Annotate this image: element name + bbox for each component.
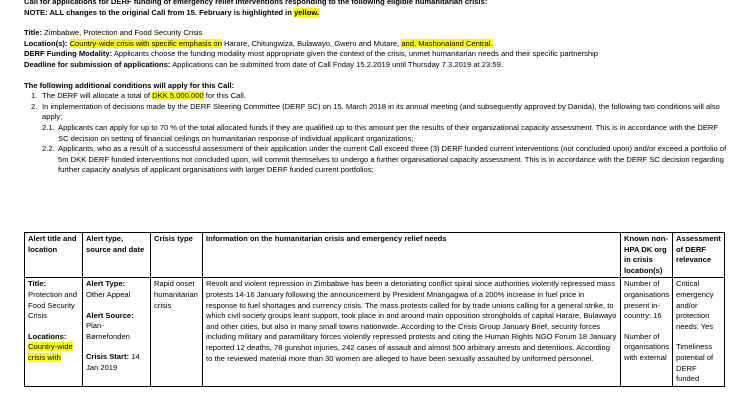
condition-subitem-2-2: 2.2. Applicants, who as a result of a successful assessment of their application under the current Call exceed three (3) DERF funded current interventions (not concluded upon) and/or exceed a portfolio of 5m DKK DERF funded interventions not concluded upon, will commit themselves to undergo a further organisational capacity assessment. This is in accordance with the DERF SC decision regarding further capacity analysis of applicant organisations with larger DERF funded current portfolios; — [42, 144, 727, 175]
header-known-orgs: Known non-HPA DK org in crisis location(s) — [621, 233, 673, 278]
cell-crisis-type: Rapid onset humanitarian crisis — [151, 278, 203, 386]
condition-item-1: 1. The DERF will allocate a total of DKK 5.000.000 for this Call. — [31, 91, 246, 101]
cell-crisis-info: Revolt and violent repression in Zimbabwe has been a detoriating conflict spiral since authorities violently repressed mass protests 14-16 January following the announcement by President Mnangagwa of a 200% increase in fuel price in response to fuel shortages and currency crisis. The mass protests called for by trade unions calling for a general strike, to which civil society groups leant support, took place in and around main opposition strongholds of capital Harare, Bulawayo and other cities, but also in many small towns nationwide. According to the Crisis Group January Brief, security forces including military and paramilitary forces violently repressed protests and citing the Human Rights NGO Forum 18 January reported 12 deaths, 78 gunshot injuries, 242 cases of assault and almost 500 arbitrary arrests and detentions. According to the reviewed material more than 30 women are alleged to have been sexually assaulted by uniformed personnel. — [203, 278, 621, 386]
cell-known-orgs: Number of organisations present in-country: 16 Number of organisations with external — [621, 278, 673, 386]
header-crisis-type: Crisis type — [151, 233, 203, 278]
table-header-row — [25, 233, 725, 278]
condition-subitem-2-1: 2.1. Applicants can apply for up to 70 % of the total allocated funds if they are qualified up to this amount per the results of their organizational capacity assessment. This is in accordance with the DERF SC decision on setting of financial ceilings on humanitarian response of individual applicant organizations; — [42, 122, 719, 143]
condition-item-2: 2. In implementation of decisions made by the DERF Steering Committee (DERF SC) on 15. March 2018 in its annual meeting (and subsequently approved by Danida), the following two conditions will also apply; — [31, 101, 720, 122]
header-assessment: Assessment of DERF relevance — [673, 233, 725, 278]
note-line: NOTE: ALL changes to the original Call from 15. February is highlighted in yellow. — [24, 7, 320, 17]
note-highlight: yellow. — [294, 7, 320, 17]
cell-assessment: Critical emergency and/or protection needs: Yes Timeliness potential of DERF funded — [673, 278, 725, 386]
location-highlight-1: Country-wide crisis with specific emphasis on — [69, 38, 222, 48]
cell-title-location: Title: Protection and Food Security Crisis Locations: Country-wide crisis with — [25, 278, 83, 386]
title-line: Title: Zimbabwe, Protection and Food Security Crisis — [24, 28, 203, 38]
header-crisis-info: Information on the humanitarian crisis and emergency relief needs — [203, 233, 621, 278]
header-alert-type: Alert type, source and date — [83, 233, 151, 278]
intro-line: Call for applications for DERF funding of emergency relief interventions responding to the following eligible humanitarian crisis: — [24, 0, 488, 6]
deadline-line: Deadline for submission of applications: Applications can be submitted from date of Call Friday 15.2.2019 until Thursday 7.3.2019 at 23:59. — [24, 59, 503, 69]
modality-line: DERF Funding Modality: Applicants choose the funding modality most appropriate given the context of the crisis, unmet humanitarian needs and their specific partnership — [24, 49, 599, 59]
call-document — [24, 0, 730, 176]
cell-alert-type: Alert Type: Other Appeal Alert Source: Plan-Børnefonden Crisis Start: 14 Jan 2019 — [83, 278, 151, 386]
conditions-heading: The following additional conditions will apply for this Call: — [24, 80, 235, 90]
alert-table — [24, 232, 725, 387]
location-highlight-2: and, Mashonaland Central. — [401, 38, 493, 48]
allocation-highlight: DKK 5.000.000 — [152, 91, 204, 101]
locations-highlight: Country-wide crisis with — [28, 342, 73, 362]
conditions-list — [24, 91, 730, 176]
header-alert-title: Alert title and location — [25, 233, 83, 278]
table-row — [25, 278, 725, 386]
location-line: Location(s): Country-wide crisis with specific emphasis on Harare, Chitungwiza, Bulawayo, Gweru and Mutare, and, Mashonaland Central. — [24, 38, 493, 48]
